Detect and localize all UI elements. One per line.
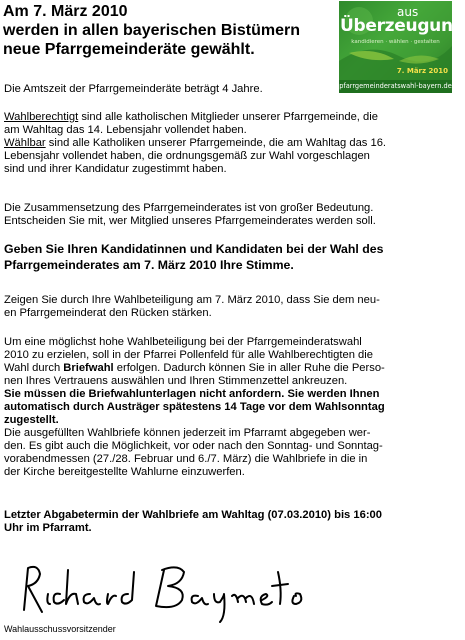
headline-line-3: neue Pfarrgemeinderäte gewählt.	[3, 41, 255, 58]
headline-line-1: Am 7. März 2010	[3, 3, 128, 20]
eligibility-line-3	[4, 137, 450, 150]
logo-url[interactable]: pfarrgemeinderatswahl-bayern.de	[339, 80, 452, 93]
eligibility-line-1-rest: sind alle katholischen Mitglieder unserer Pfarrgemeinde, die	[78, 111, 378, 123]
logo-tagline: kandidieren · wählen · gestalten	[351, 39, 440, 45]
eligibility-line-3-rest: sind alle Katholiken unserer Pfarrgemeinde, die am Wahltag das 16.	[45, 137, 387, 149]
briefwahl-line-3-post: erfolgen. Dadurch können Sie in aller Ruhe die Perso-	[113, 362, 385, 374]
term-paragraph	[4, 83, 450, 96]
headline-line-2: werden in allen bayerischen Bistümern	[3, 22, 300, 39]
briefwahl-line-9: den. Es gibt auch die Möglichkeit, vor oder nach den Sonntag- und Sonntag-	[4, 440, 383, 452]
eligibility-paragraph	[4, 111, 450, 176]
campaign-logo	[339, 1, 465, 93]
briefwahl-bold-line-2: automatisch durch Austräger spätestens 14 Tage vor dem Wahlsonntag	[4, 401, 385, 413]
briefwahl-line-11: der Kirche bereitgestellte Wahlurne einzuwerfen.	[4, 466, 245, 478]
briefwahl-bold-line-3: zugestellt.	[4, 414, 59, 426]
deadline-paragraph	[4, 509, 450, 535]
composition-line-2: Entscheiden Sie mit, wer Mitglied unseres Pfarrgemeinderates werden soll.	[4, 215, 376, 227]
handwritten-signature	[16, 560, 316, 624]
briefwahl-line-3-pre: Wahl durch	[4, 362, 64, 374]
eligibility-line-4: Lebensjahr vollendet haben, die ordnungsgemäß zur Wahl vorgeschlagen	[4, 150, 370, 162]
eligibility-line-1	[4, 111, 450, 124]
briefwahl-line-1: Um eine möglichst hohe Wahlbeteiligung bei der Pfarrgemeinderatswahl	[4, 336, 362, 348]
signature-role: Wahlausschussvorsitzender	[4, 624, 116, 634]
logo-date: 7. März 2010	[396, 67, 448, 75]
callout-paragraph	[4, 241, 450, 273]
briefwahl-bold-line-1: Sie müssen die Briefwahlunterlagen nicht anfordern. Sie werden Ihnen	[4, 388, 380, 400]
deadline-line-2: Uhr im Pfarramt.	[4, 522, 92, 534]
briefwahl-term: Briefwahl	[63, 362, 114, 374]
briefwahl-line-3	[4, 362, 450, 375]
participation-line-1: Zeigen Sie durch Ihre Wahlbeteiligung am 7. März 2010, dass Sie dem neu-	[4, 294, 380, 306]
briefwahl-line-4: nen Ihres Vertrauens auswählen und Ihren Stimmenzettel ankreuzen.	[4, 375, 348, 387]
eligibility-line-5: sind und ihrer Kandidatur zugestimmt haben.	[4, 163, 227, 175]
eligibility-line-2: am Wahltag das 14. Lebensjahr vollendet haben.	[4, 124, 247, 136]
headline	[3, 2, 323, 59]
wahlberechtigt-term: Wahlberechtigt	[4, 111, 79, 123]
logo-aus: aus	[397, 5, 419, 19]
deadline-line-1: Letzter Abgabetermin der Wahlbriefe am Wahltag (07.03.2010) bis 16:00	[4, 509, 383, 521]
briefwahl-paragraph	[4, 336, 450, 479]
callout-line-2: Pfarrgemeinderates am 7. März 2010 Ihre Stimme.	[4, 258, 294, 272]
waehlbar-term: Wählbar	[4, 137, 46, 149]
briefwahl-line-10: vorabendmessen (27./28. Februar und 6./7. März) die Wahlbriefe in die in	[4, 453, 368, 465]
callout-line-1: Geben Sie Ihren Kandidatinnen und Kandidaten bei der Wahl des	[4, 242, 384, 256]
composition-line-1: Die Zusammensetzung des Pfarrgemeinderates ist von großer Bedeutung.	[4, 202, 374, 214]
participation-paragraph	[4, 294, 450, 320]
participation-line-2: en Pfarrgemeinderat den Rücken stärken.	[4, 307, 212, 319]
term-text: Die Amtszeit der Pfarrgemeinderäte beträgt 4 Jahre.	[4, 83, 263, 95]
briefwahl-line-2: 2010 zu erzielen, soll in der Pfarrei Pollenfeld für alle Wahlberechtigten die	[4, 349, 373, 361]
composition-paragraph	[4, 202, 450, 228]
logo-ueberzeugung: Überzeugung	[340, 16, 465, 36]
briefwahl-line-8: Die ausgefüllten Wahlbriefe können jederzeit im Pfarramt abgegeben wer-	[4, 427, 371, 439]
